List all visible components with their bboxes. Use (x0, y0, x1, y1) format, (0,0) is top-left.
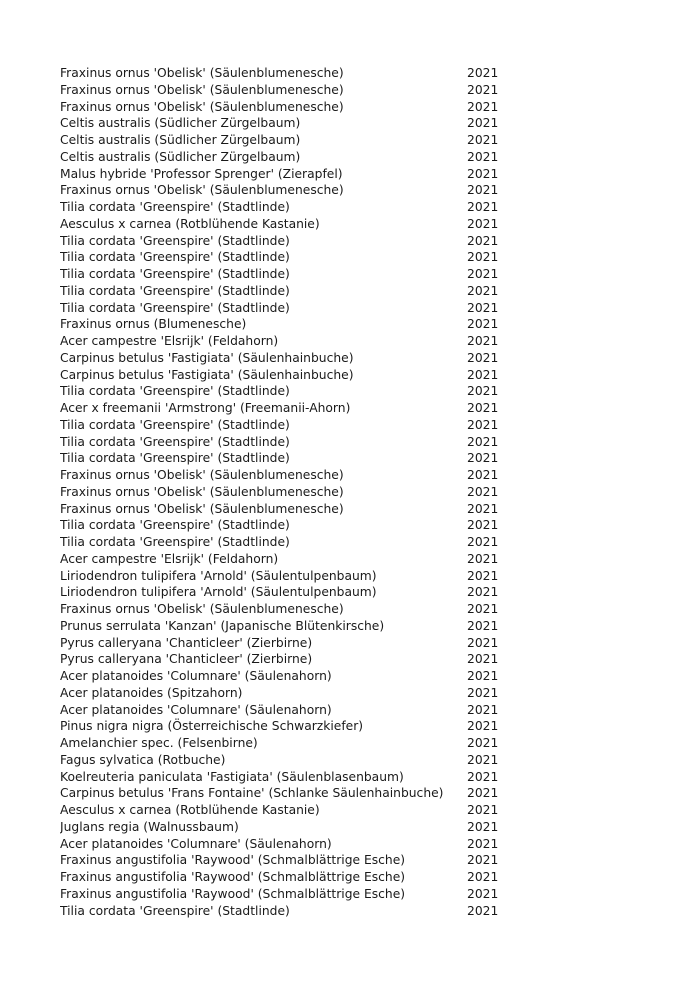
planting-year: 2021 (467, 451, 499, 466)
planting-year: 2021 (467, 66, 499, 80)
list-item (60, 417, 500, 434)
list-item (60, 568, 500, 585)
list-item (60, 65, 500, 82)
planting-year: 2021 (467, 803, 499, 817)
planting-year: 2021 (467, 468, 499, 482)
tree-name: Tilia cordata 'Greenspire' (Stadtlinde) (60, 250, 290, 265)
planting-year: 2021 (467, 317, 499, 332)
planting-year: 2021 (467, 484, 499, 499)
list-item (60, 434, 500, 451)
list-item (60, 517, 500, 534)
list-item (60, 802, 500, 819)
planting-year: 2021 (467, 702, 499, 717)
tree-name: Tilia cordata 'Greenspire' (Stadtlinde) (60, 283, 290, 298)
planting-year: 2021 (467, 367, 499, 382)
tree-name: Tilia cordata 'Greenspire' (Stadtlinde) (60, 200, 290, 214)
list-item (60, 467, 500, 484)
list-item (60, 651, 500, 668)
tree-name: Celtis australis (Südlicher Zürgelbaum) (60, 133, 301, 147)
planting-year: 2021 (467, 116, 499, 131)
tree-name: Aesculus x carnea (Rotblühende Kastanie) (60, 803, 320, 817)
tree-name: Acer campestre 'Elsrijk' (Feldahorn) (60, 334, 279, 348)
list-item (60, 735, 500, 752)
tree-name: Carpinus betulus 'Frans Fontaine' (Schlanke Säulenhainbuche) (60, 786, 444, 801)
planting-year: 2021 (467, 183, 499, 198)
tree-name: Tilia cordata 'Greenspire' (Stadtlinde) (60, 384, 290, 399)
list-item (60, 249, 500, 266)
list-item (60, 869, 500, 886)
list-item (60, 182, 500, 199)
planting-year: 2021 (467, 618, 499, 633)
list-item (60, 266, 500, 283)
list-item (60, 283, 500, 300)
list-item (60, 618, 500, 635)
planting-year: 2021 (467, 551, 499, 566)
planting-year: 2021 (467, 300, 499, 315)
planting-year: 2021 (467, 82, 499, 97)
tree-name: Pyrus calleryana 'Chanticleer' (Zierbirne) (60, 635, 313, 650)
list-item (60, 383, 500, 400)
tree-name: Pyrus calleryana 'Chanticleer' (Zierbirne) (60, 652, 313, 667)
list-item (60, 534, 500, 551)
tree-name: Acer platanoides 'Columnare' (Säulenahorn) (60, 836, 332, 851)
planting-year: 2021 (467, 133, 499, 147)
tree-name: Tilia cordata 'Greenspire' (Stadtlinde) (60, 300, 290, 315)
planting-year: 2021 (467, 886, 499, 901)
tree-name: Fraxinus angustifolia 'Raywood' (Schmalblättrige Esche) (60, 886, 406, 901)
list-item (60, 601, 500, 618)
planting-year: 2021 (467, 870, 499, 884)
list-item (60, 886, 500, 903)
list-item (60, 584, 500, 601)
list-item (60, 350, 500, 367)
list-item (60, 333, 500, 350)
tree-name: Liriodendron tulipifera 'Arnold' (Säulentulpenbaum) (60, 585, 377, 600)
planting-year: 2021 (467, 568, 499, 583)
planting-year: 2021 (467, 216, 499, 231)
list-item (60, 484, 500, 501)
planting-year: 2021 (467, 535, 499, 549)
tree-name: Malus hybride 'Professor Sprenger' (Zierapfel) (60, 166, 343, 181)
list-item (60, 233, 500, 250)
planting-year: 2021 (467, 99, 499, 114)
planting-year: 2021 (467, 518, 499, 533)
tree-name: Fraxinus ornus 'Obelisk' (Säulenblumenesche) (60, 602, 344, 616)
tree-name: Celtis australis (Südlicher Zürgelbaum) (60, 149, 301, 164)
tree-name: Fraxinus ornus (Blumenesche) (60, 317, 247, 332)
tree-name: Acer platanoides (Spitzahorn) (60, 685, 243, 700)
tree-name: Fraxinus ornus 'Obelisk' (Säulenblumenesche) (60, 82, 344, 97)
list-item (60, 785, 500, 802)
tree-name: Fagus sylvatica (Rotbuche) (60, 752, 226, 767)
tree-name: Tilia cordata 'Greenspire' (Stadtlinde) (60, 434, 290, 449)
list-item (60, 685, 500, 702)
list-item (60, 819, 500, 836)
tree-name: Celtis australis (Südlicher Zürgelbaum) (60, 116, 301, 131)
list-item (60, 718, 500, 735)
planting-year: 2021 (467, 417, 499, 432)
tree-name: Acer platanoides 'Columnare' (Säulenahorn) (60, 669, 332, 683)
list-item (60, 450, 500, 467)
list-item (60, 166, 500, 183)
tree-name: Fraxinus ornus 'Obelisk' (Säulenblumenesche) (60, 484, 344, 499)
tree-name: Tilia cordata 'Greenspire' (Stadtlinde) (60, 518, 290, 533)
tree-name: Fraxinus ornus 'Obelisk' (Säulenblumenesche) (60, 468, 344, 482)
planting-year: 2021 (467, 669, 499, 683)
list-item (60, 769, 500, 786)
planting-year: 2021 (467, 585, 499, 600)
tree-name: Amelanchier spec. (Felsenbirne) (60, 736, 258, 750)
planting-year: 2021 (467, 685, 499, 700)
tree-name: Juglans regia (Walnussbaum) (60, 819, 239, 834)
planting-year: 2021 (467, 233, 499, 248)
tree-list (60, 65, 500, 919)
tree-name: Koelreuteria paniculata 'Fastigiata' (Säulenblasenbaum) (60, 769, 404, 784)
planting-year: 2021 (467, 401, 499, 415)
planting-year: 2021 (467, 635, 499, 650)
list-item (60, 367, 500, 384)
list-item (60, 551, 500, 568)
list-item (60, 115, 500, 132)
planting-year: 2021 (467, 769, 499, 784)
planting-year: 2021 (467, 267, 499, 281)
planting-year: 2021 (467, 501, 499, 516)
tree-name: Tilia cordata 'Greenspire' (Stadtlinde) (60, 451, 290, 466)
tree-name: Liriodendron tulipifera 'Arnold' (Säulentulpenbaum) (60, 568, 377, 583)
list-item (60, 99, 500, 116)
tree-name: Carpinus betulus 'Fastigiata' (Säulenhainbuche) (60, 367, 354, 382)
tree-name: Tilia cordata 'Greenspire' (Stadtlinde) (60, 535, 290, 549)
list-item (60, 216, 500, 233)
planting-year: 2021 (467, 652, 499, 667)
planting-year: 2021 (467, 903, 499, 918)
tree-name: Acer platanoides 'Columnare' (Säulenahorn) (60, 702, 332, 717)
list-item (60, 199, 500, 216)
tree-name: Acer x freemanii 'Armstrong' (Freemanii-Ahorn) (60, 401, 351, 415)
planting-year: 2021 (467, 853, 499, 868)
tree-name: Acer campestre 'Elsrijk' (Feldahorn) (60, 551, 279, 566)
planting-year: 2021 (467, 836, 499, 851)
list-item (60, 501, 500, 518)
list-item (60, 82, 500, 99)
tree-name: Fraxinus ornus 'Obelisk' (Säulenblumenesche) (60, 66, 344, 80)
list-item (60, 752, 500, 769)
list-item (60, 300, 500, 317)
planting-year: 2021 (467, 602, 499, 616)
planting-year: 2021 (467, 200, 499, 214)
planting-year: 2021 (467, 149, 499, 164)
list-item (60, 400, 500, 417)
planting-year: 2021 (467, 384, 499, 399)
tree-name: Fraxinus ornus 'Obelisk' (Säulenblumenesche) (60, 99, 344, 114)
planting-year: 2021 (467, 250, 499, 265)
list-item (60, 903, 500, 920)
list-item (60, 149, 500, 166)
planting-year: 2021 (467, 434, 499, 449)
list-item (60, 635, 500, 652)
tree-name: Tilia cordata 'Greenspire' (Stadtlinde) (60, 903, 290, 918)
tree-name: Carpinus betulus 'Fastigiata' (Säulenhainbuche) (60, 350, 354, 365)
planting-year: 2021 (467, 819, 499, 834)
planting-year: 2021 (467, 786, 499, 801)
planting-year: 2021 (467, 334, 499, 348)
tree-name: Aesculus x carnea (Rotblühende Kastanie) (60, 216, 320, 231)
list-item (60, 836, 500, 853)
list-item (60, 852, 500, 869)
planting-year: 2021 (467, 166, 499, 181)
planting-year: 2021 (467, 719, 499, 734)
tree-name: Fraxinus ornus 'Obelisk' (Säulenblumenesche) (60, 501, 344, 516)
tree-name: Pinus nigra nigra (Österreichische Schwarzkiefer) (60, 719, 364, 734)
planting-year: 2021 (467, 350, 499, 365)
tree-name: Tilia cordata 'Greenspire' (Stadtlinde) (60, 267, 290, 281)
list-item (60, 668, 500, 685)
tree-name: Tilia cordata 'Greenspire' (Stadtlinde) (60, 233, 290, 248)
tree-name: Fraxinus angustifolia 'Raywood' (Schmalblättrige Esche) (60, 853, 406, 868)
tree-name: Fraxinus angustifolia 'Raywood' (Schmalblättrige Esche) (60, 870, 406, 884)
tree-name: Fraxinus ornus 'Obelisk' (Säulenblumenesche) (60, 183, 344, 198)
tree-name: Tilia cordata 'Greenspire' (Stadtlinde) (60, 417, 290, 432)
list-item (60, 132, 500, 149)
planting-year: 2021 (467, 736, 499, 750)
list-item (60, 316, 500, 333)
list-item (60, 702, 500, 719)
tree-name: Prunus serrulata 'Kanzan' (Japanische Blütenkirsche) (60, 618, 385, 633)
planting-year: 2021 (467, 283, 499, 298)
planting-year: 2021 (467, 752, 499, 767)
